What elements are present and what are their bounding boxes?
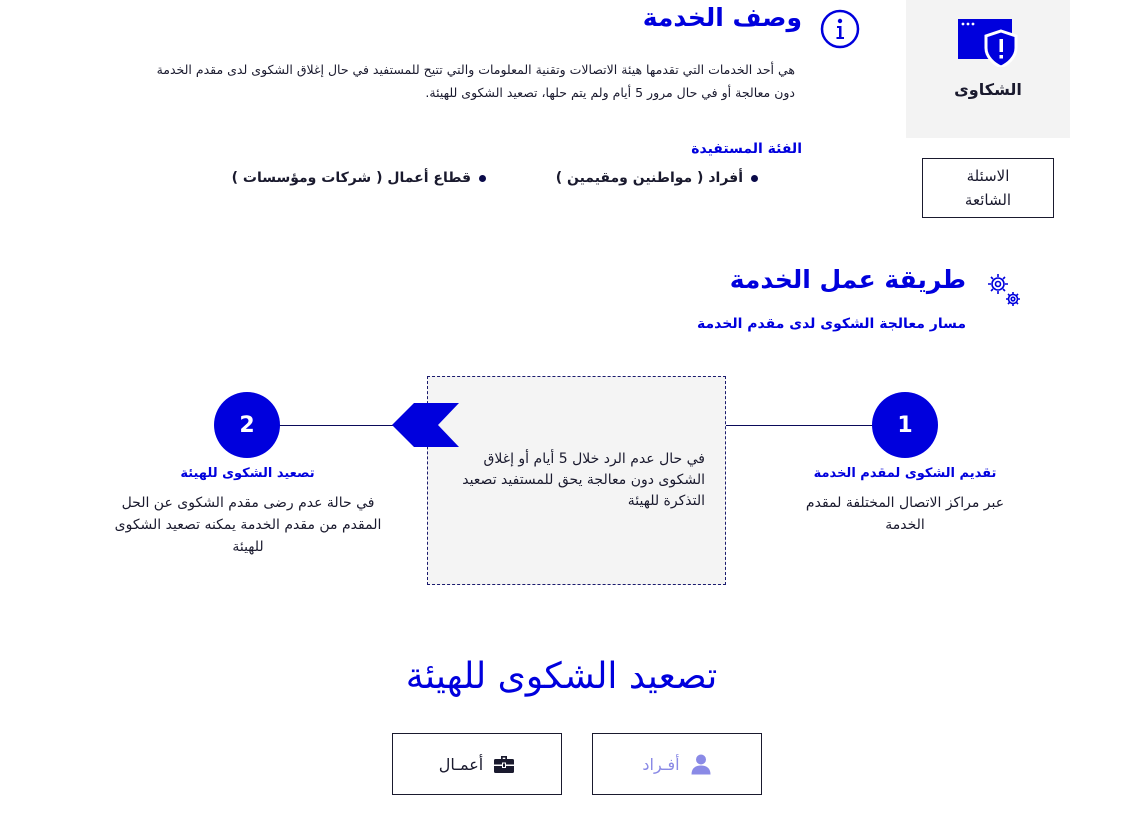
flow-connector <box>726 425 874 426</box>
middle-note-text: في حال عدم الرد خلال 5 أيام أو إغلاق الشكوى دون معالجة يحق للمستفيد تصعيد التذكرة للهيئة <box>462 451 705 509</box>
business-button[interactable] <box>392 733 562 795</box>
faq-button[interactable]: الاسئلة الشائعة <box>922 158 1054 218</box>
individuals-button[interactable] <box>592 733 762 795</box>
description-text: هي أحد الخدمات التي تقدمها هيئة الاتصالات وتقنية المعلومات والتي تتيح للمستفيد في حال إغلاق الشكوى لدى مقدم الخدمة دون معالجة أو في حال مرور 5 أيام ولم يتم حلها، تصعيد الشكوى للهيئة. <box>156 62 795 100</box>
flow-connector <box>279 425 395 426</box>
step-2-text <box>108 492 388 558</box>
middle-note-box <box>427 376 726 585</box>
step-2-title: تصعيد الشكوى للهيئة <box>180 466 315 481</box>
step-1-circle: 1 <box>872 392 938 458</box>
gears-icon <box>983 268 1025 310</box>
beneficiary-label: أفراد ( مواطنين ومقيمين ) <box>555 170 743 186</box>
description-title: وصف الخدمة <box>642 3 802 32</box>
briefcase-icon <box>493 753 515 775</box>
how-it-works-subtitle: مسار معالجة الشكوى لدى مقدم الخدمة <box>697 316 966 332</box>
escalation-title: تصعيد الشكوى للهيئة <box>405 656 718 697</box>
beneficiary-label: قطاع أعمال ( شركات ومؤسسات ) <box>231 170 471 186</box>
step-1-title: تقديم الشكوى لمقدم الخدمة <box>813 466 997 481</box>
business-label: أعمـال <box>438 754 484 774</box>
step-2-circle: 2 <box>214 392 280 458</box>
beneficiary-item <box>556 170 758 186</box>
service-card[interactable] <box>906 0 1070 138</box>
user-icon <box>690 753 712 775</box>
step-1-text: عبر مراكز الاتصال المختلفة لمقدم الخدمة <box>805 495 1005 533</box>
step-2-text-line: في حالة عدم رضى مقدم الشكوى عن الحل <box>121 495 375 511</box>
browser-shield-icon <box>958 19 1018 67</box>
individuals-label: أفـراد <box>642 754 680 774</box>
service-card-label: الشكاوى <box>954 80 1022 99</box>
step-2-text-line: المقدم من مقدم الخدمة يمكنه تصعيد الشكوى للهيئة <box>114 517 382 555</box>
arrow-left-icon <box>392 403 460 447</box>
info-icon <box>820 9 860 49</box>
bullet-icon <box>479 175 486 182</box>
beneficiary-item <box>232 170 486 186</box>
how-it-works-title: طريقة عمل الخدمة <box>729 265 966 294</box>
bullet-icon <box>751 175 758 182</box>
beneficiaries-title: الفئة المستفيدة <box>691 141 802 157</box>
